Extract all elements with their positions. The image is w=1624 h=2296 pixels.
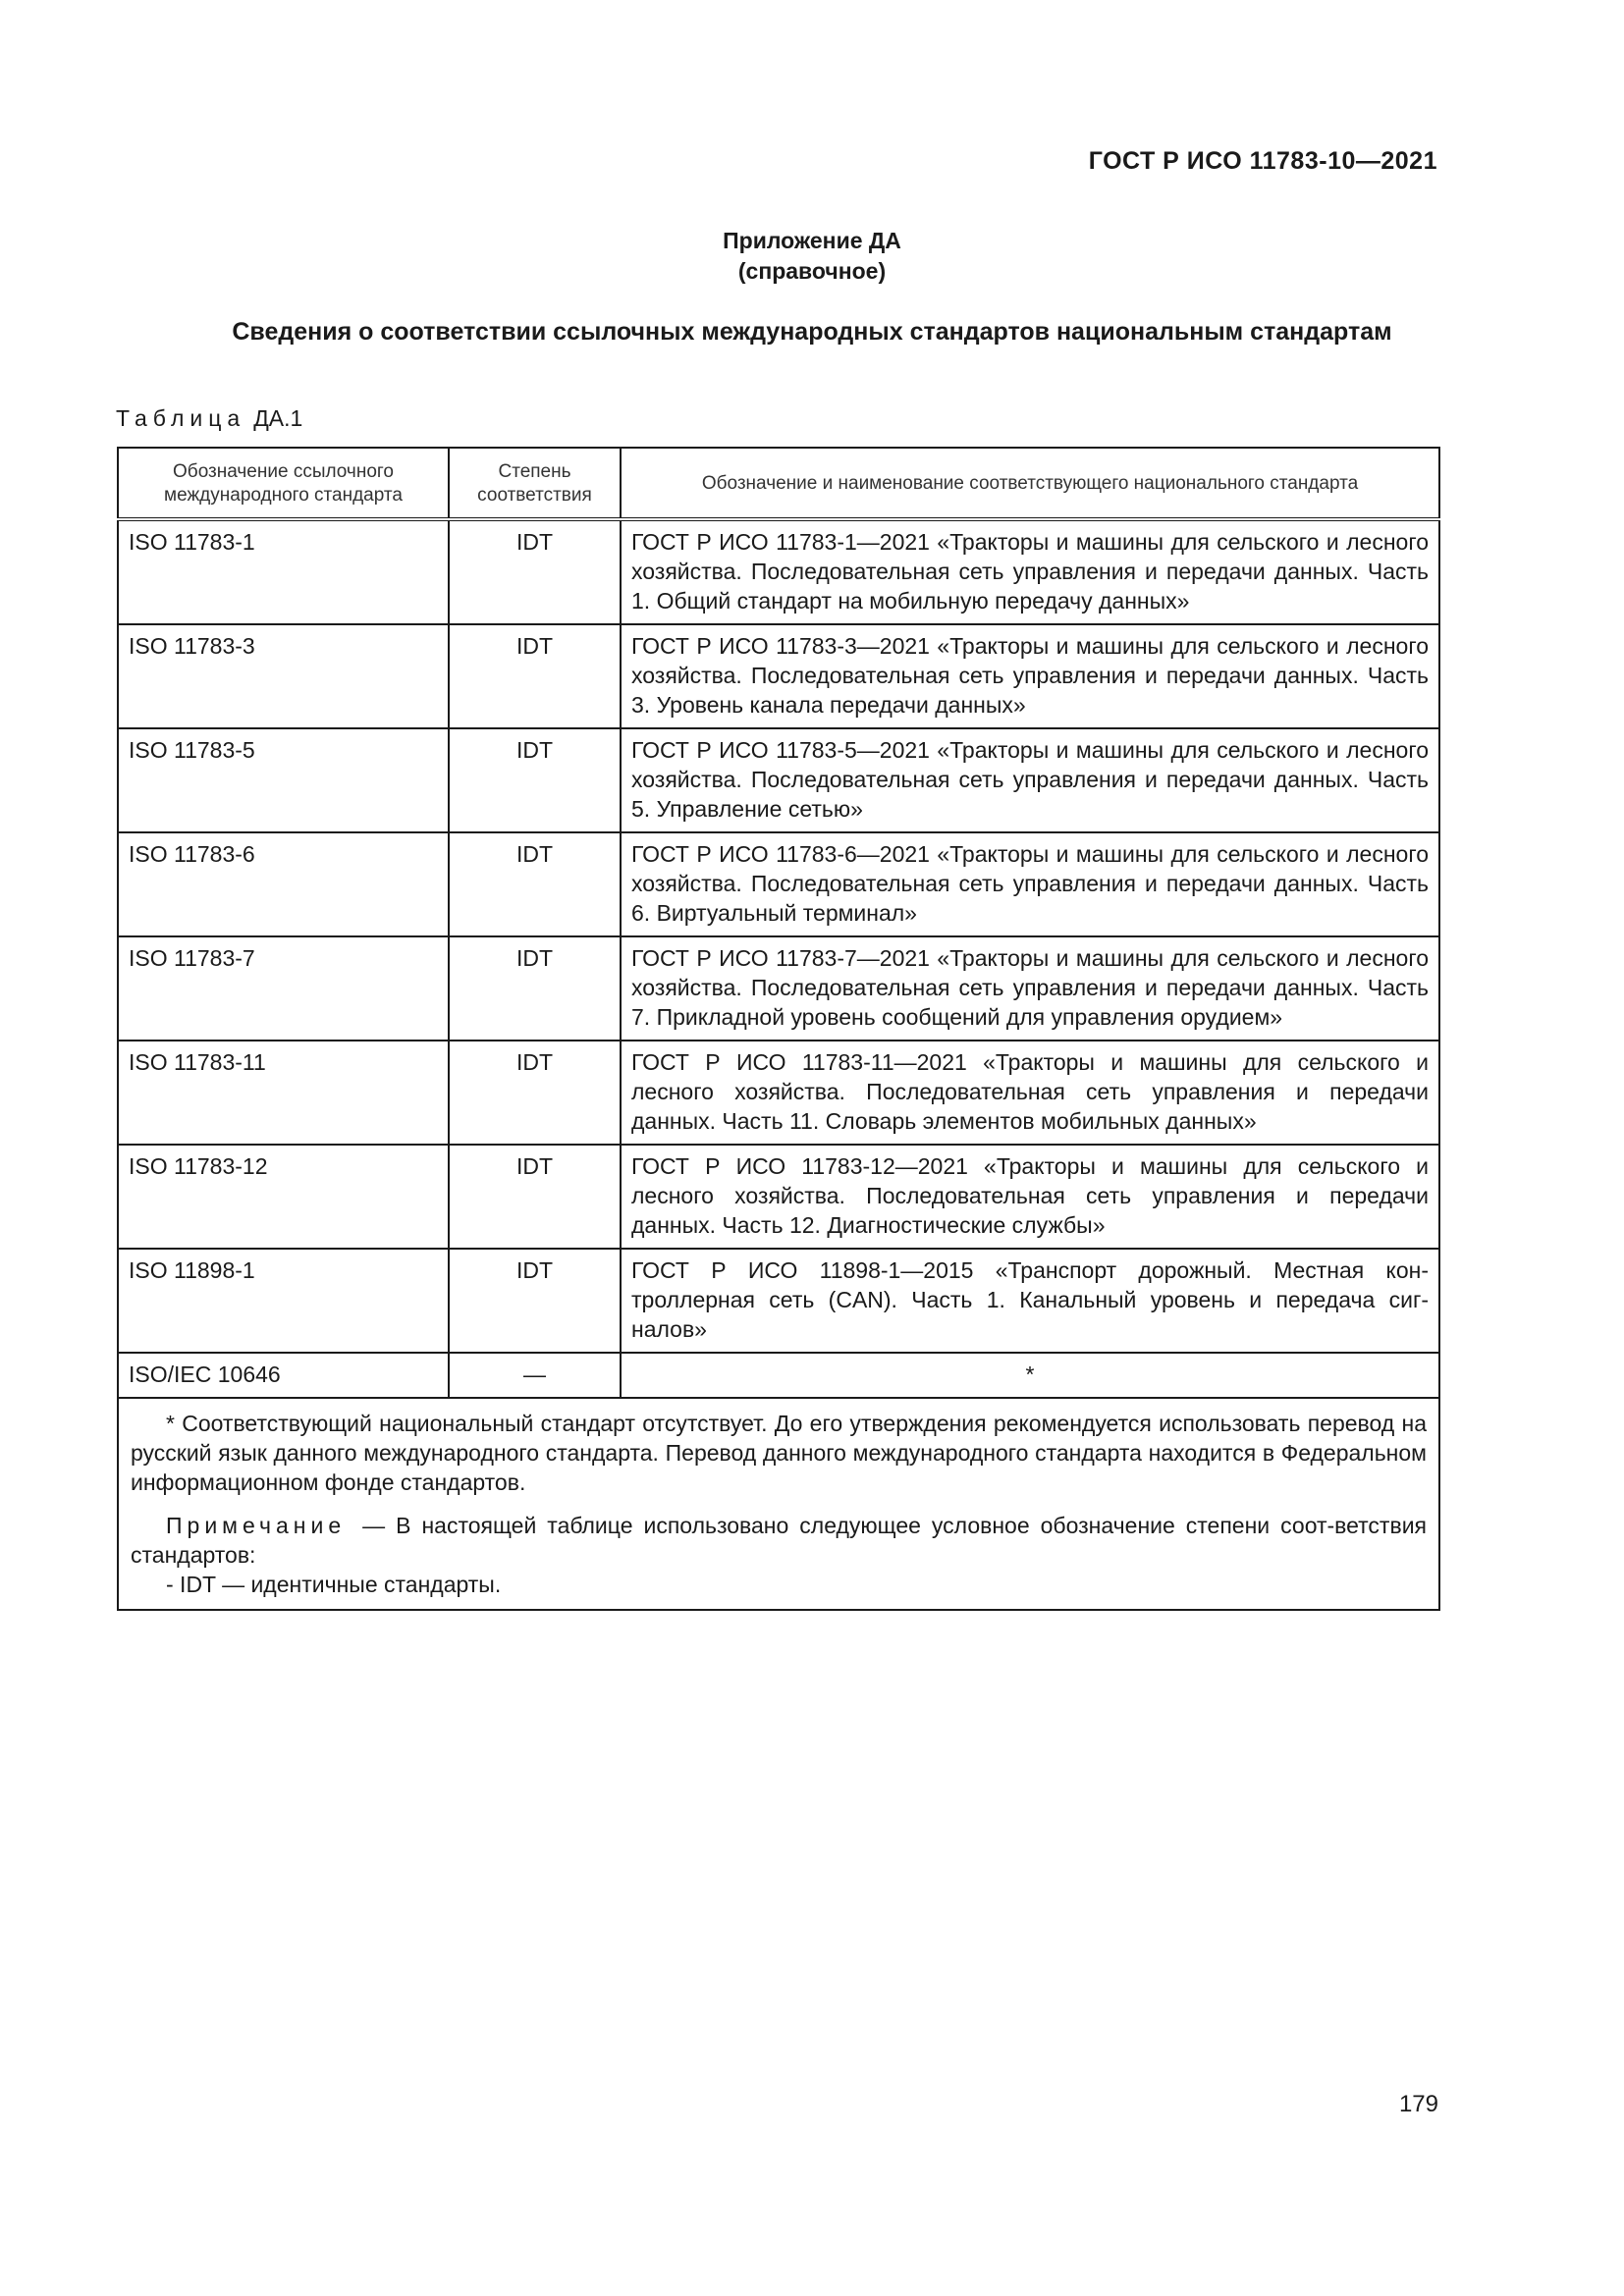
cell-intl-standard: ISO 11783-12 — [118, 1145, 449, 1249]
cell-intl-standard: ISO 11783-1 — [118, 519, 449, 624]
cell-national-standard: ГОСТ Р ИСО 11783-7—2021 «Тракторы и машины для сельского и лесного хозяйства. Последовательная сеть управления и передачи данных. Часть 7. Прикладной уровень сообщений для управления орудием» — [621, 936, 1439, 1041]
cell-national-standard: * — [621, 1353, 1439, 1398]
cell-degree: IDT — [449, 832, 621, 936]
cell-degree: IDT — [449, 1249, 621, 1353]
table-row — [118, 519, 1439, 624]
table-row — [118, 1353, 1439, 1398]
document-title: Сведения о соответствии ссылочных международных стандартов национальным стандартам — [232, 318, 1392, 346]
header-intl-standard: Обозначение ссылочного международного стандарта — [118, 448, 449, 519]
table-row — [118, 1249, 1439, 1353]
cell-degree: IDT — [449, 728, 621, 832]
cell-intl-standard: ISO 11783-5 — [118, 728, 449, 832]
cell-degree: IDT — [449, 624, 621, 728]
table-row — [118, 936, 1439, 1041]
header-national-standard: Обозначение и наименование соответствующего национального стандарта — [621, 448, 1439, 519]
page-number: 179 — [1398, 2091, 1438, 2117]
table-note-label: Примечание — [166, 1513, 347, 1538]
cell-national-standard: ГОСТ Р ИСО 11783-12—2021 «Тракторы и машины для сельского и лесного хозяйства. Последовательная сеть управления и передачи данных. Часть 12. Диагностические службы» — [621, 1145, 1439, 1249]
cell-intl-standard: ISO 11783-3 — [118, 624, 449, 728]
cell-degree: IDT — [449, 1145, 621, 1249]
table-header-row — [118, 448, 1439, 519]
cell-national-standard: ГОСТ Р ИСО 11783-11—2021 «Тракторы и машины для сельского и лесного хозяйства. Последовательная сеть управления и передачи данных. Часть 11. Словарь элементов мобильных данных» — [621, 1041, 1439, 1145]
cell-national-standard: ГОСТ Р ИСО 11783-1—2021 «Тракторы и машины для сельского и лесного хозяйства. Последовательная сеть управления и передачи данных. Часть 1. Общий стандарт на мобильную передачу данных» — [621, 519, 1439, 624]
table-note-text: — В настоящей таблице использовано следующее условное обозначение степени соот-ветствия стандартов: — [131, 1513, 1427, 1568]
table-footnote: * Соответствующий национальный стандарт отсутствует. До его утверждения рекомендуется использовать перевод на русский язык данного международного стандарта. Перевод данного международного стандарта находится в Федеральном информационном фонде стандартов. — [131, 1411, 1427, 1495]
annex-subtitle: (справочное) — [737, 258, 887, 284]
table-note — [131, 1511, 1427, 1570]
cell-intl-standard: ISO 11783-6 — [118, 832, 449, 936]
table-footnote-cell — [118, 1398, 1439, 1610]
cell-degree: IDT — [449, 519, 621, 624]
annex-title: Приложение ДА — [723, 228, 901, 253]
table-row — [118, 728, 1439, 832]
annex-heading — [0, 226, 1624, 287]
table-row — [118, 1145, 1439, 1249]
cell-degree: IDT — [449, 936, 621, 1041]
cell-national-standard: ГОСТ Р ИСО 11898-1—2015 «Транспорт дорожный. Местная кон-троллерная сеть (CAN). Часть 1. Канальный уровень и передача сиг-налов» — [621, 1249, 1439, 1353]
cell-national-standard: ГОСТ Р ИСО 11783-3—2021 «Тракторы и машины для сельского и лесного хозяйства. Последовательная сеть управления и передачи данных. Часть 3. Уровень канала передачи данных» — [621, 624, 1439, 728]
document-code-header: ГОСТ Р ИСО 11783-10—2021 — [1088, 147, 1437, 175]
cell-national-standard: ГОСТ Р ИСО 11783-5—2021 «Тракторы и машины для сельского и лесного хозяйства. Последовательная сеть управления и передачи данных. Часть 5. Управление сетью» — [621, 728, 1439, 832]
cell-intl-standard: ISO 11783-7 — [118, 936, 449, 1041]
table-row — [118, 832, 1439, 936]
cell-intl-standard: ISO 11783-11 — [118, 1041, 449, 1145]
table-row — [118, 624, 1439, 728]
cell-degree: IDT — [449, 1041, 621, 1145]
correspondence-table — [117, 447, 1440, 1611]
table-footnote-row — [118, 1398, 1439, 1610]
table-caption-number: ДА.1 — [253, 405, 303, 431]
cell-national-standard: ГОСТ Р ИСО 11783-6—2021 «Тракторы и машины для сельского и лесного хозяйства. Последовательная сеть управления и передачи данных. Часть 6. Виртуальный терминал» — [621, 832, 1439, 936]
cell-degree: — — [449, 1353, 621, 1398]
table-caption — [116, 405, 302, 432]
table-row — [118, 1041, 1439, 1145]
cell-intl-standard: ISO/IEC 10646 — [118, 1353, 449, 1398]
table-note-item: - IDT — идентичные стандарты. — [166, 1572, 502, 1597]
table-caption-label: Таблица — [116, 405, 246, 431]
cell-intl-standard: ISO 11898-1 — [118, 1249, 449, 1353]
header-degree: Степень соответствия — [449, 448, 621, 519]
